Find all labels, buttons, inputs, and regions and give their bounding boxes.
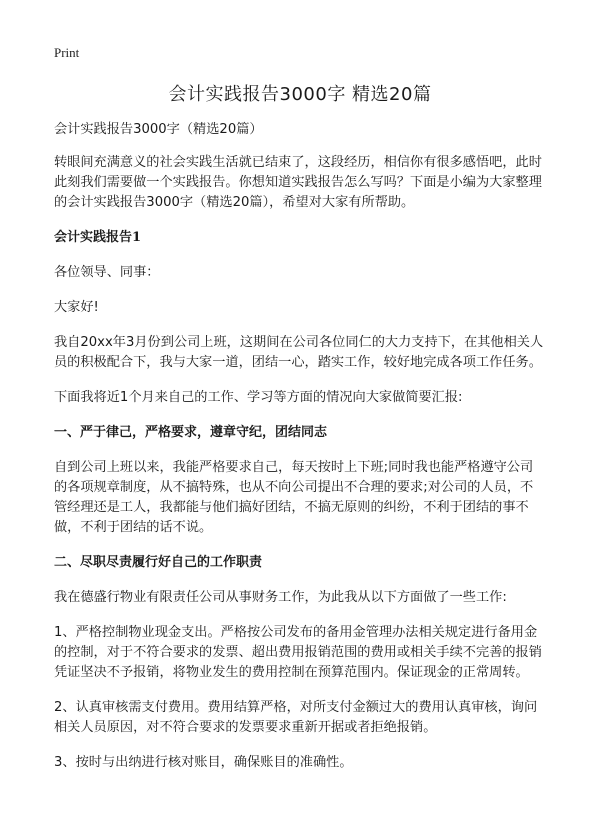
report-heading: 会计实践报告1 bbox=[54, 230, 142, 245]
hello-line: 大家好! bbox=[54, 300, 99, 315]
section-2-intro: 我在德盛行物业有限责任公司从事财务工作，为此我从以下方面做了一些工作: bbox=[54, 590, 507, 605]
section-1-body: 自到公司上班以来，我能严格要求自己，每天按时上下班;同时我也能严格遵守公司的各项规章制度，从不搞特殊，也从不向公司提出不合理的要求;对公司的人员，不管经理还是工人，我都能与他们搞好团结，不搞无原则的纠纷，不利于团结的事不做，不利于团结的话不说。 bbox=[54, 460, 534, 535]
intro-paragraph: 转眼间充满意义的社会实践生活就已结束了，这段经历，相信你有很多感悟吧，此时此刻我们需要做一个实践报告。你想知道实践报告怎么写吗？下面是小编为大家整理的会计实践报告3000字（精选20篇），希望对大家有所帮助。 bbox=[54, 155, 542, 210]
list-item: 2、认真审核需支付费用。费用结算严格，对所支付金额过大的费用认真审核，询问相关人员原因，对不符合要求的发票要求重新开据或者拒绝报销。 bbox=[54, 700, 538, 735]
paragraph-1: 我自20xx年3月份到公司上班，这期间在公司各位同仁的大力支持下，在其他相关人员的积极配合下，我与大家一道，团结一心，踏实工作，较好地完成各项工作任务。 bbox=[54, 335, 544, 370]
document-body bbox=[54, 120, 546, 773]
section-2-heading: 二、尽职尽责履行好自己的工作职责 bbox=[54, 555, 263, 570]
greeting-line: 各位领导、同事： bbox=[54, 265, 160, 280]
list-item: 3、按时与出纳进行核对账目，确保账目的准确性。 bbox=[54, 755, 353, 770]
document-subtitle: 会计实践报告3000字（精选20篇） bbox=[54, 122, 263, 137]
page-title: 会计实践报告3000字 精选20篇 bbox=[168, 84, 432, 105]
list-item: 1、严格控制物业现金支出。严格按公司发布的备用金管理办法相关规定进行备用金的控制，对于不符合要求的发票、超出费用报销范围的费用或相关手续不完善的报销凭证坚决不予报销，将物业发生的费用控制在预算范围内。保证现金的正常周转。 bbox=[54, 625, 542, 680]
section-1-heading: 一、严于律己，严格要求，遵章守纪，团结同志 bbox=[54, 425, 328, 440]
print-link[interactable]: Print bbox=[54, 45, 80, 60]
paragraph-2: 下面我将近1个月来自己的工作、学习等方面的情况向大家做简要汇报: bbox=[54, 390, 463, 405]
